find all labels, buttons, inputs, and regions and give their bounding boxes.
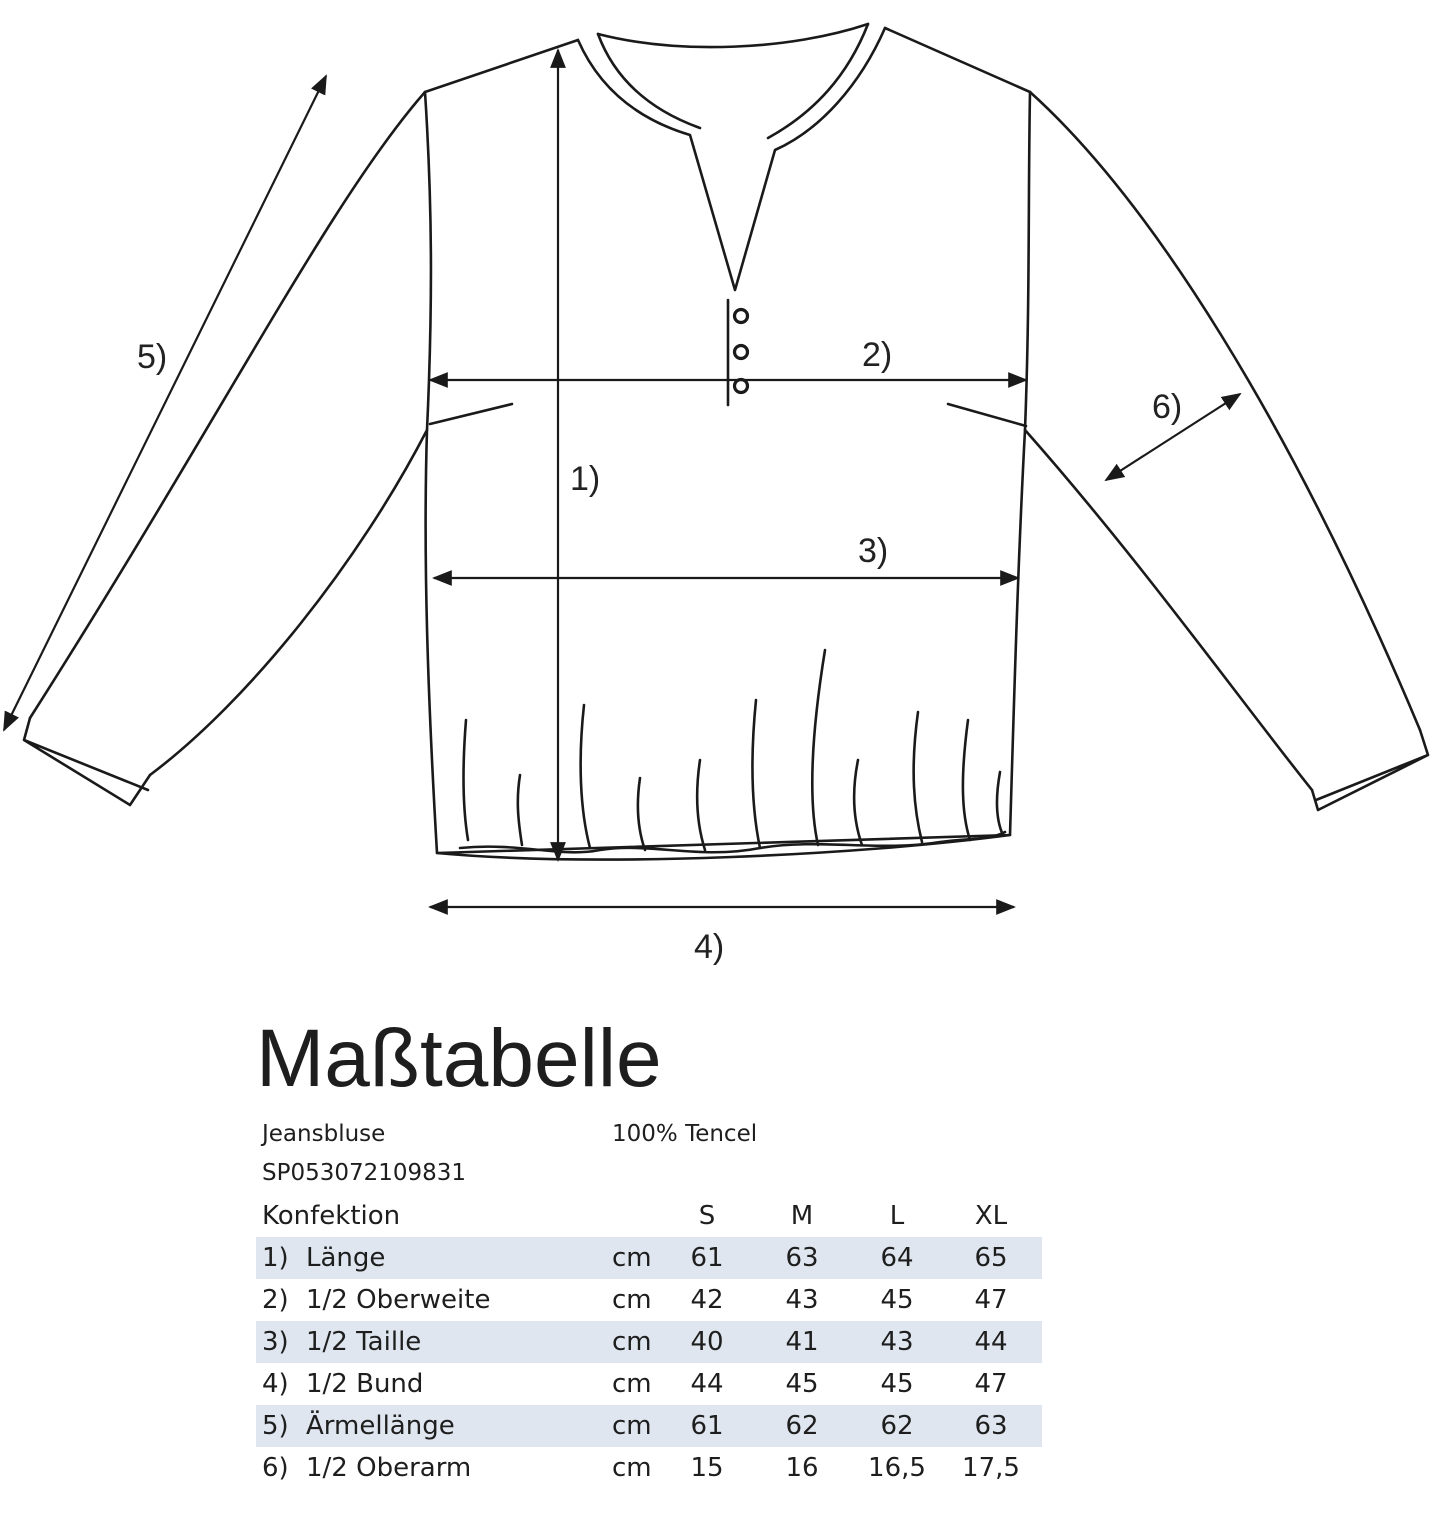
page-title: Maßtabelle bbox=[256, 1013, 662, 1104]
row-unit: cm bbox=[612, 1453, 652, 1483]
row-unit: cm bbox=[612, 1243, 652, 1273]
cell-size-m: 41 bbox=[785, 1327, 819, 1357]
button-3 bbox=[735, 380, 748, 393]
table-row bbox=[256, 1363, 1042, 1405]
table-row bbox=[256, 1447, 1042, 1489]
row-unit: cm bbox=[612, 1369, 652, 1399]
cell-size-l: 16,5 bbox=[868, 1453, 926, 1483]
cell-size-l: 43 bbox=[880, 1327, 914, 1357]
cell-size-m: 45 bbox=[785, 1369, 819, 1399]
pocket-right bbox=[948, 404, 1026, 426]
table-header-row bbox=[256, 1195, 1042, 1237]
table-row bbox=[256, 1405, 1042, 1447]
measure-label-3: 3) bbox=[858, 532, 889, 570]
row-unit: cm bbox=[612, 1411, 652, 1441]
row-measure-name: 1/2 Oberweite bbox=[306, 1285, 491, 1315]
row-measure-name: 1/2 Oberarm bbox=[306, 1453, 472, 1483]
cell-size-xl: 63 bbox=[974, 1411, 1008, 1441]
row-measure-name: Ärmellänge bbox=[306, 1411, 455, 1441]
cell-size-l: 45 bbox=[880, 1285, 914, 1315]
material: 100% Tencel bbox=[612, 1121, 758, 1147]
article-number: SP053072109831 bbox=[262, 1160, 467, 1186]
header-size-xl: XL bbox=[974, 1201, 1008, 1231]
cell-size-m: 43 bbox=[785, 1285, 819, 1315]
sleeve-right bbox=[1025, 92, 1420, 790]
cell-size-m: 63 bbox=[785, 1243, 819, 1273]
pocket-left bbox=[430, 404, 512, 424]
cell-size-l: 45 bbox=[880, 1369, 914, 1399]
row-number: 4) bbox=[262, 1369, 289, 1399]
cell-size-xl: 44 bbox=[974, 1327, 1008, 1357]
cuff-right bbox=[1312, 730, 1428, 810]
cell-size-xl: 47 bbox=[974, 1285, 1008, 1315]
shoulder-right bbox=[885, 28, 1030, 92]
collar bbox=[578, 28, 885, 290]
cell-size-l: 62 bbox=[880, 1411, 914, 1441]
table-row bbox=[256, 1321, 1042, 1363]
measure-label-5: 5) bbox=[137, 338, 168, 376]
measure-label-1: 1) bbox=[570, 460, 601, 498]
measure-label-4: 4) bbox=[694, 928, 725, 966]
cell-size-s: 15 bbox=[690, 1453, 724, 1483]
shirt-body-outline bbox=[425, 92, 1030, 853]
cell-size-m: 62 bbox=[785, 1411, 819, 1441]
row-measure-name: 1/2 Bund bbox=[306, 1369, 424, 1399]
row-number: 3) bbox=[262, 1327, 289, 1357]
button-1 bbox=[735, 310, 748, 323]
cell-size-xl: 47 bbox=[974, 1369, 1008, 1399]
arrow-5-sleeve-length bbox=[4, 76, 326, 730]
neckline-back bbox=[598, 24, 868, 47]
header-size-l: L bbox=[889, 1201, 905, 1231]
header-size-m: M bbox=[790, 1201, 814, 1231]
cell-size-s: 40 bbox=[690, 1327, 724, 1357]
header-label: Konfektion bbox=[262, 1201, 401, 1231]
gathers bbox=[464, 650, 1003, 850]
measure-label-2: 2) bbox=[862, 336, 893, 374]
cell-size-s: 61 bbox=[690, 1411, 724, 1441]
cell-size-s: 61 bbox=[690, 1243, 724, 1273]
cell-size-xl: 65 bbox=[974, 1243, 1008, 1273]
row-measure-name: Länge bbox=[306, 1243, 386, 1273]
button-2 bbox=[735, 346, 748, 359]
row-number: 2) bbox=[262, 1285, 289, 1315]
size-table bbox=[256, 1195, 1042, 1489]
shoulder-left bbox=[425, 40, 578, 92]
row-unit: cm bbox=[612, 1327, 652, 1357]
table-row bbox=[256, 1279, 1042, 1321]
header-size-s: S bbox=[698, 1201, 716, 1231]
cuff-left bbox=[24, 718, 150, 805]
cell-size-m: 16 bbox=[785, 1453, 819, 1483]
row-measure-name: 1/2 Taille bbox=[306, 1327, 422, 1357]
cell-size-s: 42 bbox=[690, 1285, 724, 1315]
table-row bbox=[256, 1237, 1042, 1279]
measure-label-6: 6) bbox=[1152, 388, 1183, 426]
row-number: 6) bbox=[262, 1453, 289, 1483]
row-number: 5) bbox=[262, 1411, 289, 1441]
row-unit: cm bbox=[612, 1285, 652, 1315]
sleeve-left bbox=[30, 92, 427, 775]
product-name: Jeansbluse bbox=[262, 1121, 386, 1147]
row-number: 1) bbox=[262, 1243, 289, 1273]
cell-size-xl: 17,5 bbox=[962, 1453, 1020, 1483]
cell-size-s: 44 bbox=[690, 1369, 724, 1399]
cell-size-l: 64 bbox=[880, 1243, 914, 1273]
